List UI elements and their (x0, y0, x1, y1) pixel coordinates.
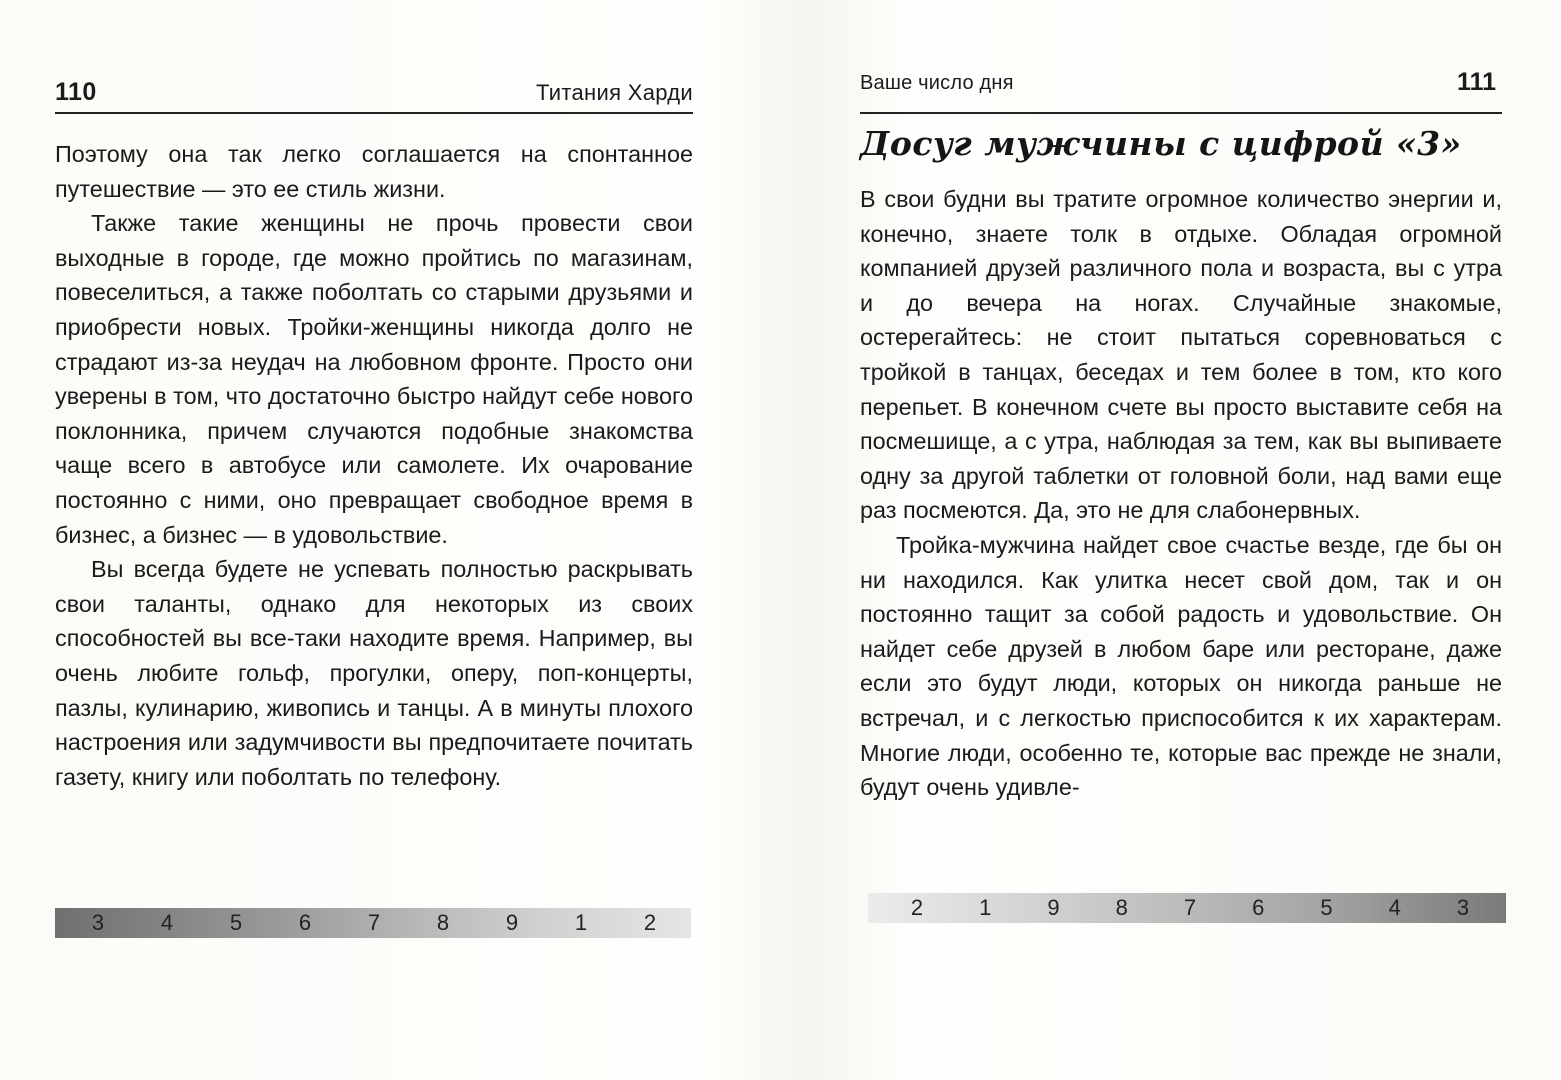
strip-number: 2 (910, 895, 924, 920)
page-number: 110 (55, 78, 97, 106)
running-title: Ваше число дня (860, 72, 1014, 94)
strip-number: 5 (1320, 895, 1333, 920)
paragraph: Тройка-мужчина найдет свое счастье везде, где бы он ни находился. Как улитка несет свой дом, так и он постоянно тащит за собой радость и удовольствие. Он найдет себе друзей в любом баре или ресторане, даже если это будут люди, которых он никогда раньше не встречал, и с легкостью приспособится к их характерам. Многие люди, особенно те, которые вас прежде не знали, будут очень удивле- (860, 531, 1502, 801)
paragraph: Также такие женщины не прочь провести свои выходные в городе, где можно пройтись по магазинам, повеселиться, а также поболтать со старыми друзьями и приобрести новых. Тройки-женщины никогда долго не страдают из-за неудач на любовном фронте. Просто они уверены в том, что достаточно быстро найдут себе нового поклонника, причем случаются подобные знакомства чаще всего в автобусе или самолете. Их очарование постоянно с ними, оно превращает свободное время в бизнес, а бизнес — в удовольствие. (55, 210, 693, 548)
paragraph: Вы всегда будете не успевать полностью раскрывать свои таланты, однако для некоторых из своих способностей вы все-таки находите время. Например, вы очень любите гольф, прогулки, оперу, поп-концерты, пазлы, кулинарию, живопись и танцы. А в минуты плохого настроения или задумчивости вы предпочитаете почитать газету, книгу или поболтать по телефону. (55, 556, 693, 790)
strip-number: 7 (1183, 895, 1197, 920)
number-strip (868, 893, 1506, 923)
strip-number: 2 (643, 910, 657, 935)
strip-number: 1 (574, 910, 588, 935)
strip-number: 9 (1047, 895, 1060, 920)
strip-number: 8 (436, 910, 450, 935)
page-number: 111 (1457, 68, 1496, 96)
strip-number: 6 (298, 910, 312, 935)
paragraph: В свои будни вы тратите огромное количество энергии и, конечно, знаете толк в отдыхе. Обладая огромной компанией друзей различного пола и возраста, вы с утра и до вечера на ногах. Случайные знакомые, остерегайтесь: не стоит пытаться соревноваться с тройкой в танцах, беседах и тем более в том, кто кого перепьет. В конечном счете вы просто выставите себя на посмешище, а с утра, наблюдая за тем, как вы выпиваете одну за другой таблетки от головной боли, над вами еще раз посмеются. Да, это не для слабонервных. (860, 186, 1502, 524)
running-title: Титания Харди (536, 80, 693, 105)
strip-number: 8 (1115, 895, 1128, 920)
chapter-title: Досуг мужчины с цифрой «3» (860, 124, 1462, 163)
strip-number: 9 (505, 910, 519, 935)
number-strip (55, 908, 691, 938)
strip-number: 4 (1388, 895, 1401, 920)
strip-number: 6 (1252, 895, 1265, 920)
strip-number: 4 (160, 910, 174, 935)
strip-number: 3 (91, 910, 105, 935)
left-page-body (55, 137, 693, 794)
strip-number: 3 (1456, 895, 1470, 920)
strip-number: 1 (979, 895, 992, 920)
strip-number: 5 (229, 910, 243, 935)
right-page-header (860, 68, 1502, 114)
left-page-header (55, 72, 693, 114)
strip-number: 7 (367, 910, 381, 935)
paragraph: Поэтому она так легко соглашается на спонтанное путешествие — это ее стиль жизни. (55, 141, 693, 202)
right-page-body (860, 182, 1502, 805)
